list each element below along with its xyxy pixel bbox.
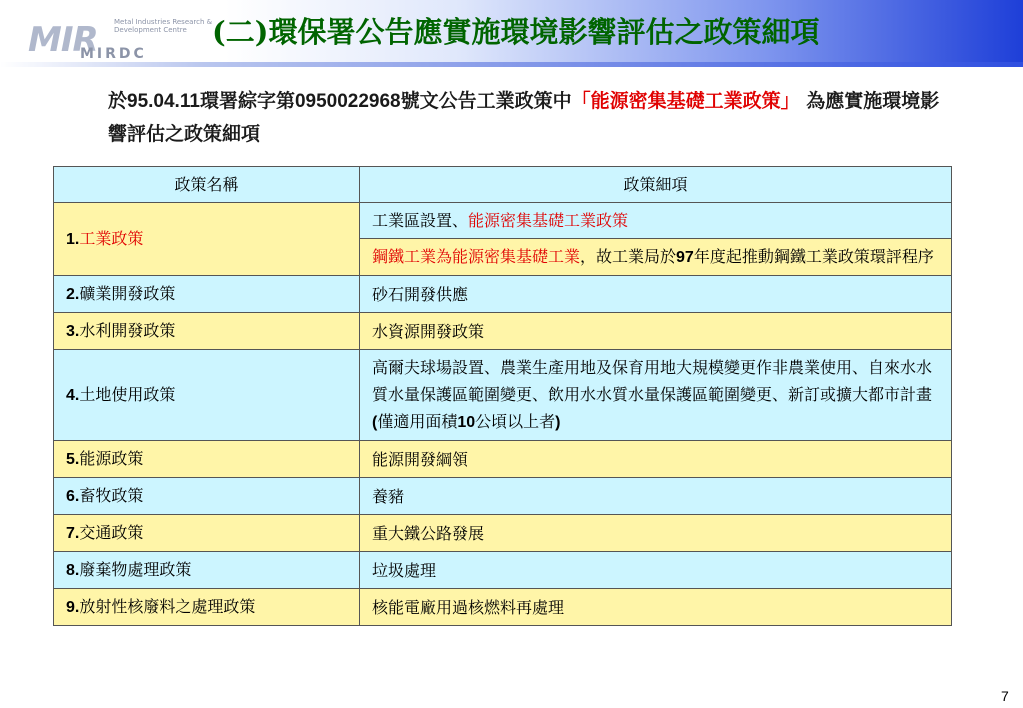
policy-name-cell: 6.畜牧政策 <box>54 478 360 515</box>
table-row <box>54 350 952 441</box>
policy-detail-cell: 砂石開發供應 <box>360 276 952 313</box>
policy-name-cell: 1.工業政策 <box>54 203 360 276</box>
intro-suffix: 為應實施環境影響評估之政策細項 <box>108 90 940 145</box>
policy-detail-cell: 核能電廠用過核燃料再處理 <box>360 589 952 626</box>
intro-paragraph <box>108 85 948 150</box>
policy-table <box>53 166 952 626</box>
policy-name-cell: 9.放射性核廢料之處理政策 <box>54 589 360 626</box>
logo-small-text: Metal Industries Research & Development Centre <box>114 18 213 34</box>
table-row <box>54 515 952 552</box>
policy-detail-cell: 養豬 <box>360 478 952 515</box>
policy-name-cell: 4.土地使用政策 <box>54 350 360 441</box>
policy-detail-cell: 垃圾處理 <box>360 552 952 589</box>
policy-detail-cell: 高爾夫球場設置、農業生產用地及保育用地大規模變更作非農業使用、自來水水質水量保護區範圍變更、飲用水水質水量保護區範圍變更、新訂或擴大都市計畫(僅適用面積10公頃以上者) <box>360 350 952 441</box>
policy-detail-cell: 水資源開發政策 <box>360 313 952 350</box>
intro-date: 95.04.11 <box>127 91 200 112</box>
intro-mid2: 號文公告工業政策中 <box>400 90 572 112</box>
policy-name-cell: 7.交通政策 <box>54 515 360 552</box>
policy-name-cell: 3.水利開發政策 <box>54 313 360 350</box>
policy-detail-cell: 鋼鐵工業為能源密集基礎工業，故工業局於97年度起推動鋼鐵工業政策環評程序 <box>360 239 952 276</box>
policy-detail-cell: 重大鐵公路發展 <box>360 515 952 552</box>
column-header-name: 政策名稱 <box>54 167 360 203</box>
intro-prefix: 於 <box>108 90 128 112</box>
slide-title: (二)環保署公告應實施環境影響評估之政策細項 <box>212 15 820 49</box>
intro-quote: 「能源密集基礎工業政策」 <box>571 90 800 112</box>
table-row <box>54 313 952 350</box>
page-number: 7 <box>1001 688 1009 704</box>
column-header-detail: 政策細項 <box>360 167 952 203</box>
table-row <box>54 276 952 313</box>
intro-mid1: 環署綜字第 <box>199 90 295 112</box>
table-row <box>54 203 952 239</box>
table-row <box>54 589 952 626</box>
table-row <box>54 441 952 478</box>
header-divider <box>0 62 1023 67</box>
policy-name-cell: 8.廢棄物處理政策 <box>54 552 360 589</box>
policy-detail-cell: 工業區設置、能源密集基礎工業政策 <box>360 203 952 239</box>
logo-main-text: MIR <box>28 20 98 60</box>
table-row <box>54 552 952 589</box>
policy-name-cell: 5.能源政策 <box>54 441 360 478</box>
intro-docno: 0950022968 <box>294 91 401 112</box>
table-header-row <box>54 167 952 203</box>
policy-detail-cell: 能源開發綱領 <box>360 441 952 478</box>
logo-sub-text: MIRDC <box>80 46 147 62</box>
mirdc-logo <box>28 14 213 62</box>
policy-name-cell: 2.礦業開發政策 <box>54 276 360 313</box>
table-row <box>54 478 952 515</box>
